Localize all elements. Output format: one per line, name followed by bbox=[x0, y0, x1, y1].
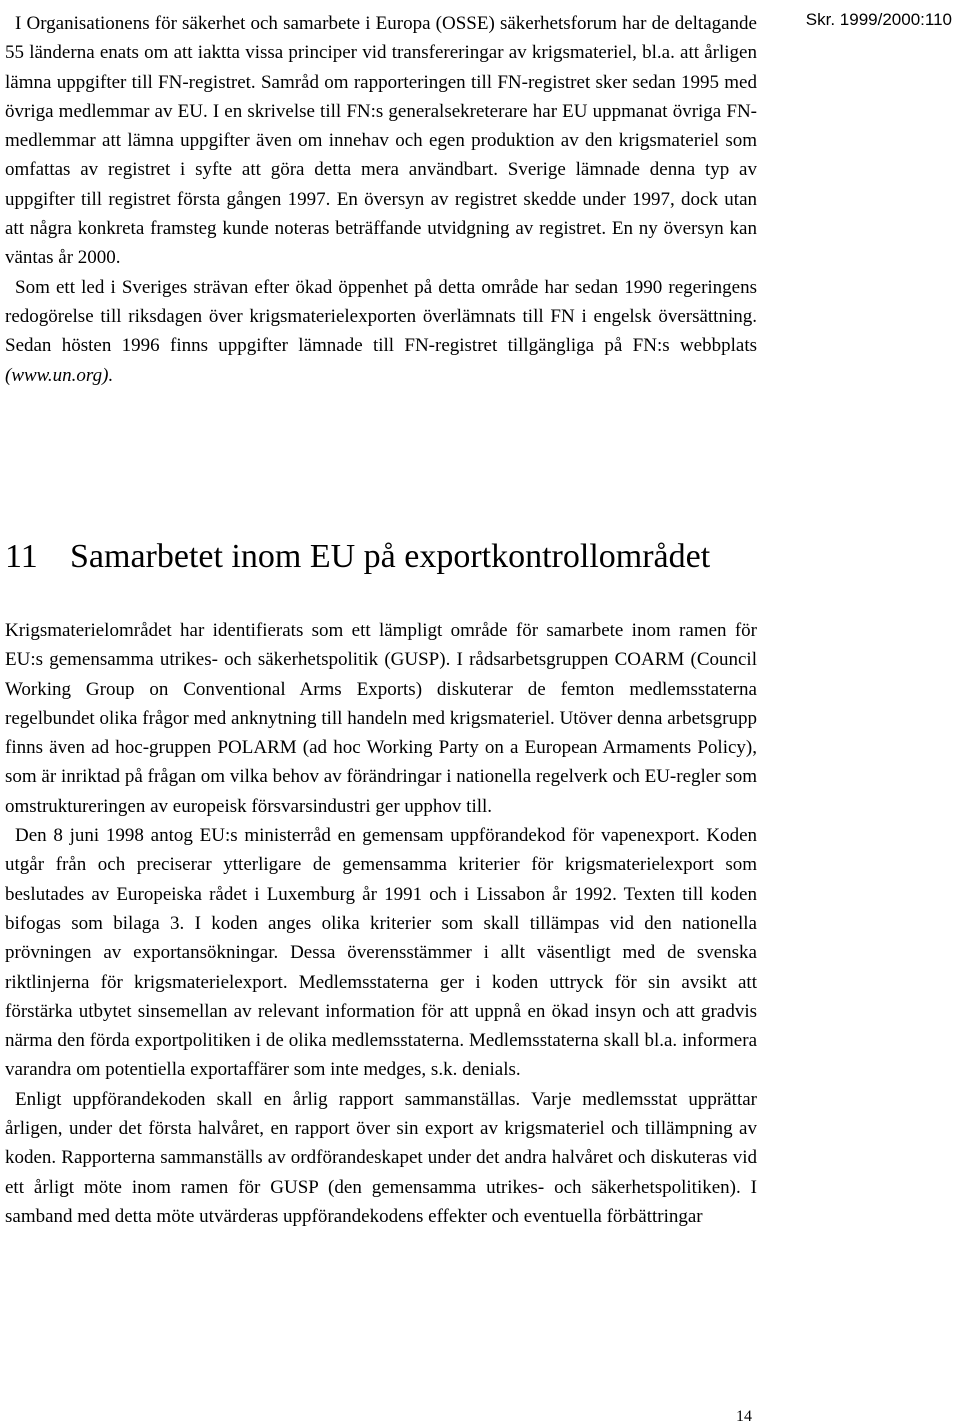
document-reference: Skr. 1999/2000:110 bbox=[805, 10, 952, 29]
section-title: Samarbetet inom EU på exportkontrollområdet bbox=[70, 538, 711, 575]
top-text-block bbox=[5, 9, 757, 390]
section-heading bbox=[5, 532, 757, 582]
paragraph bbox=[5, 273, 757, 390]
page-number: 14 bbox=[736, 1408, 752, 1425]
paragraph: I Organisationens för säkerhet och samarbete i Europa (OSSE) säkerhetsforum har de deltagande 55 länderna enats om att iaktta vissa principer vid transfereringar av krigsmateriel, bl.a. att årligen lämna uppgifter till FN-registret. Samråd om rapporteringen till FN-registret sker sedan 1995 med övriga medlemmar av EU. I en skrivelse till FN:s generalsekreterare har EU uppmanat övriga FN-medlemmar att lämna uppgifter även om innehav och egen produktion av den krigsmateriel som omfattas av registret i syfte att göra detta mera användbart. Sverige lämnade denna typ av uppgifter till registret första gången 1997. En översyn av registret skedde under 1997, dock utan att några konkreta framsteg kunde noteras beträffande utvidgning av registret. En ny översyn kan väntas år 2000. bbox=[5, 13, 757, 269]
section-body bbox=[5, 616, 757, 1231]
section-number: 11 bbox=[5, 538, 38, 575]
paragraph-text: Som ett led i Sveriges strävan efter ökad öppenhet på detta område har sedan 1990 regeringens redogörelse till riksdagen över krigsmaterielexporten överlämnats till FN i engelsk översättning. Sedan hösten 1996 finns uppgifter lämnade till FN-registret tillgängliga på FN:s webbplats bbox=[5, 276, 757, 357]
paragraph: Den 8 juni 1998 antog EU:s ministerråd en gemensam uppförandekod för vapenexport. Koden utgår från och preciserar ytterligare de gemensamma kriterier för krigsmaterielexport som beslutades av Europeiska rådet i Luxemburg år 1991 och i Lissabon år 1992. Texten till koden bifogas som bilaga 3. I koden anges olika kriterier som skall tillämpas vid den nationella prövningen av exportansökningar. Dessa överensstämmer i allt väsentligt med de svenska riktlinjerna för krigsmaterielexport. Medlemsstaterna ger i koden uttryck för sin avsikt att förstärka utbytet sinsemellan av relevant information för att uppnå en ökad insyn och att gradvis närma den förda exportpolitiken i de olika medlemsstaterna. Medlemsstaterna skall bl.a. informera varandra om potentiella exportaffärer som inte medges, s.k. denials. bbox=[5, 825, 757, 1081]
paragraph: Krigsmaterielområdet har identifierats som ett lämpligt område för samarbete inom ramen för EU:s gemensamma utrikes- och säkerhetspolitik (GUSP). I rådsarbetsgruppen COARM (Council Working Group on Conventional Arms Exports) diskuterar de femton medlemsstaterna regelbundet olika frågor med anknytning till handeln med krigsmateriel. Utöver denna arbetsgrupp finns även ad hoc-gruppen POLARM (ad hoc Working Party on a European Armaments Policy), som är inriktad på frågan om vilka behov av förändringar i nationella regelverk och EU-regler som omstruktureringen av europeisk försvarsindustri ger upphov till. bbox=[5, 620, 757, 817]
paragraph: Enligt uppförandekoden skall en årlig rapport sammanställas. Varje medlemsstat upprättar årligen, under det första halvåret, en rapport över sin export av krigsmateriel och tillämpning av koden. Rapporterna sammanställs av ordförandeskapet under det andra halvåret och diskuteras vid ett årligt möte inom ramen för GUSP (den gemensamma utrikes- och säkerhetspolitiken). I samband med detta möte utvärderas uppförandekodens effekter och eventuella förbättringar bbox=[5, 1088, 757, 1227]
un-website-link[interactable]: (www.un.org). bbox=[5, 364, 114, 386]
